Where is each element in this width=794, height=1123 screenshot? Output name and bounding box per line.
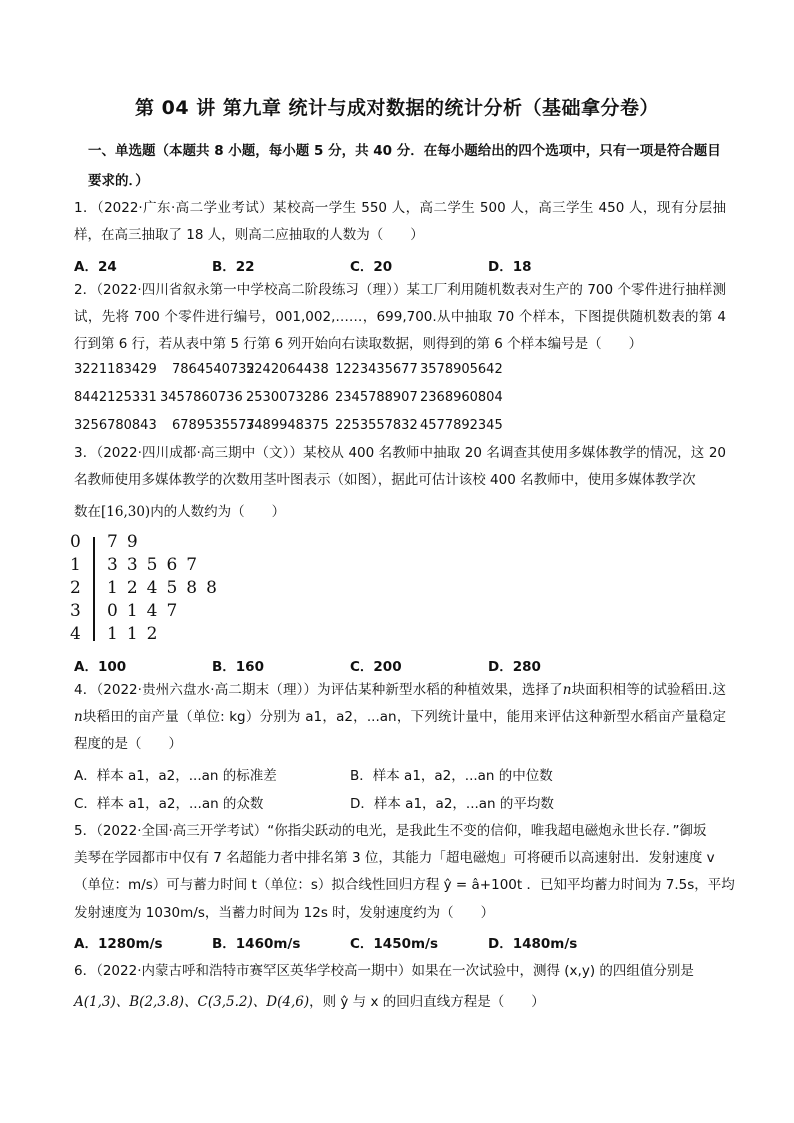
q4-n2: n <box>74 709 83 725</box>
table-row <box>74 418 534 438</box>
q4-n1: n <box>562 682 572 698</box>
q5-line: （单位：m/s）可与蓄力时间 t（单位：s）拟合线性回归方程 ŷ = â+100t ．已知平均蓄力时间为 7.5s，平均 <box>74 877 735 893</box>
table-cell: 2253557832 <box>335 418 418 433</box>
stem-value: 0 <box>70 532 81 552</box>
table-cell: 2368960804 <box>420 390 503 405</box>
table-cell: 3457860736 <box>160 390 243 405</box>
page-title: 第 04 讲 第九章 统计与成对数据的统计分析（基础拿分卷） <box>135 97 659 119</box>
table-cell: 2530073286 <box>246 390 329 405</box>
table-cell: 3578905642 <box>420 362 503 377</box>
q1-option-c[interactable]: C．20 <box>350 259 393 275</box>
stem-value: 1 <box>70 555 81 575</box>
leaf-values: 0147 <box>107 601 187 621</box>
table-cell: 3256780843 <box>74 418 157 433</box>
leaf-values: 112 <box>107 624 167 644</box>
table-cell: 3489948375 <box>246 418 329 433</box>
q4-text-a: 4．（2022·贵州六盘水·高二期末（理））为评估某种新型水稻的种植效果，选择了 <box>74 682 563 698</box>
table-cell: 5242064438 <box>246 362 329 377</box>
table-row <box>74 362 534 382</box>
table-cell: 3221183429 <box>74 362 157 377</box>
q3-option-a[interactable]: A．100 <box>74 659 127 675</box>
q4-text-b: 块面积相等的试验稻田.这 <box>571 682 727 698</box>
q1-option-a[interactable]: A．24 <box>74 259 117 275</box>
q5-option-d[interactable]: D．1480m/s <box>488 936 578 952</box>
section-heading: 一、单选题（本题共 8 小题，每小题 5 分，共 40 分．在每小题给出的四个选项中，只有一项是符合题目要求的．） <box>88 143 721 189</box>
q6-tail: ，则 ŷ 与 x 的回归直线方程是（ ） <box>309 994 545 1010</box>
q3-option-b[interactable]: B．160 <box>212 659 264 675</box>
leaf-values: 124588 <box>107 578 226 598</box>
stem-value: 4 <box>70 624 81 644</box>
q5-line: 5．（2022·全国·高三开学考试）“你指尖跃动的电光，是我此生不变的信仰，唯我超电磁炮永世长存．”御坂 <box>74 823 707 839</box>
q5-option-c[interactable]: C．1450m/s <box>350 936 439 952</box>
q5-line: 美琴在学园都市中仅有 7 名超能力者中排名第 3 位，其能力「超电磁炮」可将硬币以高速射出．发射速度 v <box>74 850 715 866</box>
question-1-text: 1．（2022·广东·高二学业考试）某校高一学生 550 人，高二学生 500 人，高三学生 450 人，现有分层抽样，在高三抽取了 18 人，则高二应抽取的人数为（ ） <box>74 200 726 243</box>
table-cell: 6789535577 <box>172 418 255 433</box>
q4-text-c: 块稻田的亩产量（单位: kg）分别为 a1，a2，...an，下列统计量中，能用来评估这种新型水稻亩产量稳定程度的是（ ） <box>74 709 726 752</box>
leaf-values: 79 <box>107 532 147 552</box>
q5-line: 发射速度为 1030m/s，当蓄力时间为 12s 时，发射速度约为（ ） <box>74 905 495 921</box>
table-cell: 8442125331 <box>74 390 157 405</box>
q3-option-d[interactable]: D．280 <box>488 659 541 675</box>
q4-option-b[interactable]: B．样本 a1，a2，...an 的中位数 <box>350 768 553 784</box>
q1-option-d[interactable]: D．18 <box>488 259 532 275</box>
question-2-text: 2．（2022·四川省叙永第一中学校高二阶段练习（理））某工厂利用随机数表对生产的 700 个零件进行抽样测试，先将 700 个零件进行编号，001,002,……，699,700.从中抽取 70 个样本，下图提供随机数表的第 4 行到第 6 行，若从表中第 5 行第 6 列开始向右读取数据，则得到的第 6 个样本编号是（ ） <box>74 282 726 352</box>
question-3-text-end <box>74 502 285 522</box>
stem-leaf-divider <box>93 537 95 641</box>
table-cell: 4577892345 <box>420 418 503 433</box>
q3-text-b1: 数在 <box>74 504 101 520</box>
table-cell: 2345788907 <box>335 390 418 405</box>
q3-interval: [16,30) <box>101 504 151 520</box>
q3-text-b2: 内的人数约为（ ） <box>150 504 286 520</box>
leaf-values: 33567 <box>107 555 207 575</box>
question-6-text-end <box>74 992 545 1012</box>
table-cell: 7864540732 <box>172 362 255 377</box>
q4-option-c[interactable]: C．样本 a1，a2，...an 的众数 <box>74 796 264 812</box>
table-cell: 1223435677 <box>335 362 418 377</box>
table-row <box>74 390 534 410</box>
question-6-text: 6．（2022·内蒙古呼和浩特市赛罕区英华学校高一期中）如果在一次试验中，测得 (x,y) 的四组值分别是 <box>74 963 694 979</box>
q4-option-d[interactable]: D．样本 a1，a2，...an 的平均数 <box>350 796 554 812</box>
q1-option-b[interactable]: B．22 <box>212 259 255 275</box>
q5-option-b[interactable]: B．1460m/s <box>212 936 301 952</box>
stem-value: 2 <box>70 578 81 598</box>
stem-value: 3 <box>70 601 81 621</box>
q6-points: A(1,3)、B(2,3.8)、C(3,5.2)、D(4,6) <box>74 994 310 1010</box>
question-4-text <box>74 677 726 758</box>
q3-option-c[interactable]: C．200 <box>350 659 402 675</box>
question-3-text: 3．（2022·四川成都·高三期中（文））某校从 400 名教师中抽取 20 名调查其使用多媒体教学的情况，这 20 名教师使用多媒体教学的次数用茎叶图表示（如图），据此可估计该校 400 名教师中，使用多媒体教学次 <box>74 445 726 488</box>
q5-option-a[interactable]: A．1280m/s <box>74 936 163 952</box>
q4-option-a[interactable]: A．样本 a1，a2，...an 的标准差 <box>74 768 277 784</box>
